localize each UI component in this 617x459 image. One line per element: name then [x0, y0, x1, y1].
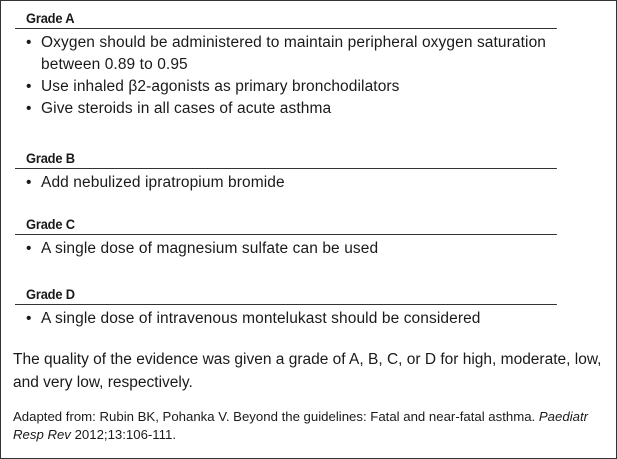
journal-name: Paediatr Resp Rev — [13, 409, 589, 442]
grade-b-heading: Grade B — [15, 148, 557, 169]
list-item: • A single dose of magnesium sulfate can be used — [15, 238, 604, 260]
list-item: • Add nebulized ipratropium bromide — [15, 172, 604, 194]
grade-c-section — [15, 214, 604, 260]
bullet-icon: • — [26, 78, 32, 95]
list-item: • Give steroids in all cases of acute asthma — [15, 98, 604, 120]
grade-b-list — [15, 172, 604, 194]
grade-c-list — [15, 238, 604, 260]
grade-a-heading: Grade A — [15, 8, 557, 29]
grade-d-heading: Grade D — [15, 284, 557, 305]
list-item: • Oxygen should be administered to maintain peripheral oxygen saturation between 0.89 to 0.95 — [26, 34, 547, 73]
grade-a-list — [15, 32, 604, 120]
bullet-icon: • — [26, 310, 32, 327]
list-item: • A single dose of intravenous montelukast should be considered — [15, 308, 604, 330]
grade-a-section — [15, 8, 604, 120]
list-item: • Use inhaled β2-agonists as primary bronchodilators — [15, 76, 604, 98]
evidence-note: The quality of the evidence was given a grade of A, B, C, or D for high, moderate, low, and very low, respectively. — [13, 351, 602, 391]
grade-d-section — [15, 284, 604, 330]
bullet-icon: • — [26, 100, 32, 117]
bullet-icon: • — [26, 174, 32, 191]
grade-d-list — [15, 308, 604, 330]
bullet-icon: • — [26, 34, 32, 51]
source-citation: Adapted from: Rubin BK, Pohanka V. Beyond the guidelines: Fatal and near-fatal asthma. Paediatr Resp Rev 2012;13:106-111. — [13, 409, 589, 442]
bullet-icon: • — [26, 240, 32, 257]
grade-b-section — [15, 148, 604, 194]
grade-c-heading: Grade C — [15, 214, 557, 235]
